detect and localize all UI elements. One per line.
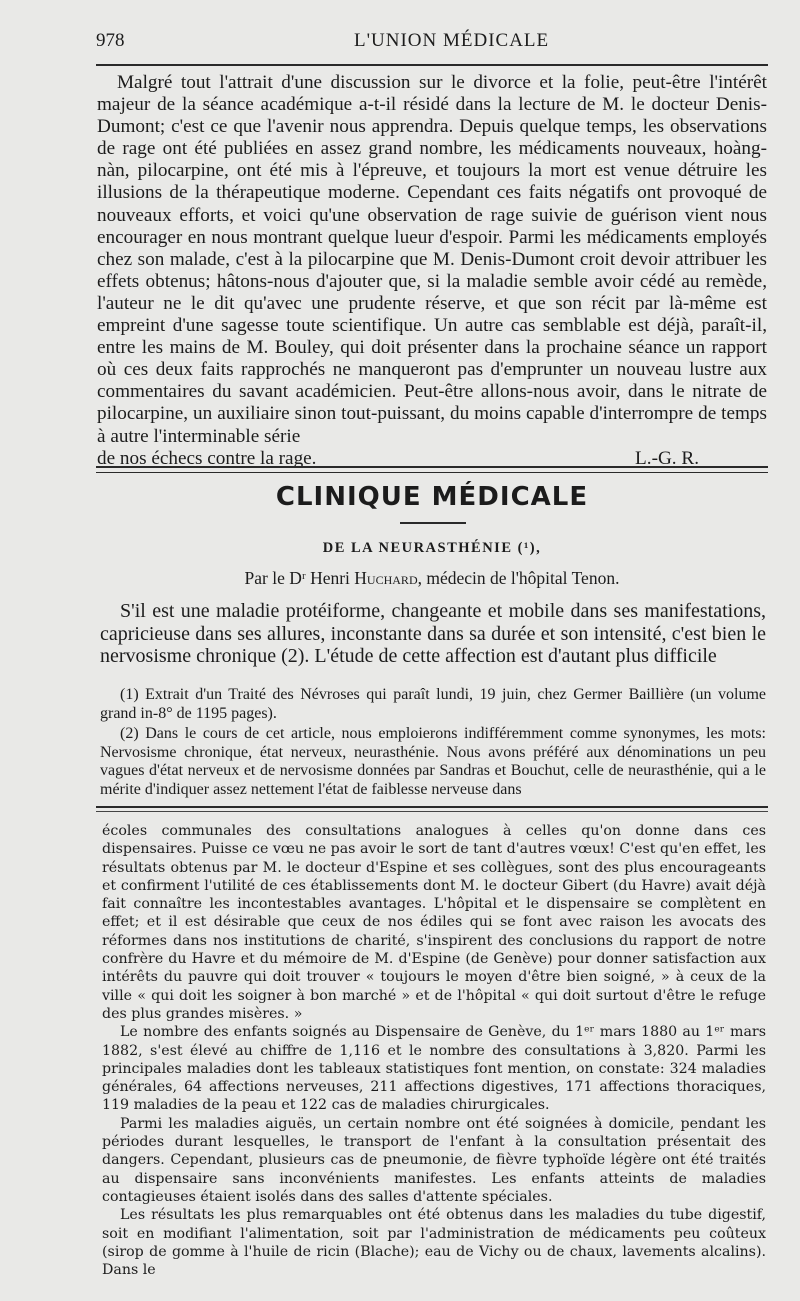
lower-divider-thin [96, 811, 768, 812]
footnotes [100, 686, 766, 802]
running-title: L'UNION MÉDICALE [354, 30, 550, 51]
article-body [100, 600, 766, 668]
lower-divider [96, 806, 768, 808]
statistics-paragraph: Le nombre des enfants soignés au Dispensaire de Genève, du 1ᵉʳ mars 1880 au 1ᵉʳ mars 1882, s'est élevé au chiffre de 1,116 et le nombre des consultations à 3,820. Parmi les principales maladies dont les tableaux statistiques font mention, on constate: 324 maladies générales, 64 affections nerveuses, 211 affections digestives, 171 affections thoraciques, 119 maladies de la peau et 122 cas de maladies chirurgicales. [102, 1024, 766, 1114]
page-header [96, 30, 766, 54]
byline [96, 568, 768, 589]
author-name: Huchard [354, 568, 418, 588]
continued-section [102, 822, 766, 1279]
article-paragraph: S'il est une maladie protéiforme, changeante et mobile dans ses manifestations, capricieuse dans ses allures, inconstante dans sa durée et son intensité, c'est bien le nervosisme chronique (2). L'étude de cette affection est d'autant plus difficile [100, 600, 766, 667]
article-title: DE LA NEURASTHÉNIE (¹), [322, 540, 542, 556]
footnote-2: (2) Dans le cours de cet article, nous emploierons indifféremment comme synonymes, les mots: Nervosisme chronique, état nerveux, neurasthénie. Nous avons préféré aux dénominations un peu vagues d'état nerveux et de nervosisme données par Sandras et Bouchut, celle de neurasthénie, qui a le mérite d'indiquer assez nettement l'état de faiblesse nerveuse dans [100, 725, 766, 798]
title-underline [400, 522, 466, 524]
footnote-1: (1) Extrait d'un Traité des Névroses qui paraît lundi, 19 juin, chez Germer Baillière (un volume grand in-8° de 1195 pages). [100, 686, 766, 722]
digestive-results-paragraph: Les résultats les plus remarquables ont été obtenus dans les maladies du tube digestif, soit en modifiant l'alimentation, soit par l'administration de médicaments peu coûteux (sirop de gomme à l'huile de ricin (Blache); eau de Vichy ou de chaux, lavements alcalins). Dans le [102, 1207, 766, 1279]
editorial-section [97, 72, 767, 470]
editorial-last-line: de nos échecs contre la rage. [97, 447, 317, 469]
editorial-signature: L.-G. R. [635, 447, 699, 469]
section-divider [96, 466, 768, 473]
byline-suffix: , médecin de l'hôpital Tenon. [417, 568, 620, 588]
editorial-paragraph: Malgré tout l'attrait d'une discussion sur le divorce et la folie, peut-être l'intérêt majeur de la séance académique a-t-il résidé dans la lecture de M. le docteur Denis-Dumont; c'est ce que l'avenir nous apprendra. Depuis quelque temps, les observations de rage ont été publiées en assez grand nombre, les médicaments nouveaux, hoàng-nàn, pilocarpine, ont été mis à l'épreuve, et toujours la mort est venue détruire les illusions de la thérapeutique moderne. Cependant ces faits négatifs ont provoqué de nouveaux efforts, et voici qu'une observation de rage suivie de guérison vient nous encourager en nous montrant quelque lueur d'espoir. Parmi les médicaments employés chez son malade, c'est à la pilocarpine que M. Denis-Dumont croit devoir attribuer les effets obtenus; hâtons-nous d'ajouter que, si la maladie semble avoir cédé au remède, l'auteur ne le dit qu'avec une prudente réserve, et que son récit par là-même est empreint d'une sagesse toute scientifique. Un autre cas semblable est déjà, paraît-il, entre les mains de M. Bouley, qui doit présenter dans la prochaine séance un rapport où ces deux faits rapprochés ne manqueront pas d'emprunter un nouveau lustre aux commentaires du savant académicien. Peut-être allons-nous avoir, dans le nitrate de pilocarpine, un auxiliaire sinon tout-puissant, du moins capable d'interrompre de temps à autre l'interminable série [97, 72, 767, 447]
acute-diseases-paragraph: Parmi les maladies aiguës, un certain nombre ont été soignées à domicile, pendant les périodes durant lesquelles, le transport de l'enfant à la consultation présentait des dangers. Cependant, plusieurs cas de pneumonie, de fièvre typhoïde légère ont été traités au dispensaire sans inconvénients manifestes. Les enfants atteints de maladies contagieuses étaient isolés dans des salles d'attente spéciales. [102, 1115, 766, 1205]
page-number: 978 [96, 30, 125, 51]
byline-prefix: Par le Dʳ Henri [244, 568, 355, 588]
continued-paragraph: écoles communales des consultations analogues à celles qu'on donne dans ces dispensaires. Puisse ce vœu ne pas avoir le sort de tant d'autres vœux! C'est qu'en effet, les résultats obtenus par M. le docteur d'Espine et ses collègues, sont des plus encourageants et confirment l'utilité de ces établissements dont M. le docteur Gibert (du Havre) avait déjà fait connaître les incontestables avantages. L'hôpital et le dispensaire se complètent en effet; et il est désirable que ceux de nos édiles qui se font avec raison les avocats des réformes dans nos institutions de charité, s'inspirent des conclusions du rapport de notre confrère du Havre et du mémoire de M. d'Espine (de Genève) pour donner satisfaction aux intérêts du pauvre qui doit trouver « toujours le moyen d'être bien soigné, » à ceux de la ville « qui doit les soigner à bon marché » et de l'hôpital « qui doit surtout d'être le refuge des plus grandes misères. » [102, 823, 766, 1022]
section-title: CLINIQUE MÉDICALE [275, 482, 589, 512]
header-rule [96, 64, 768, 66]
